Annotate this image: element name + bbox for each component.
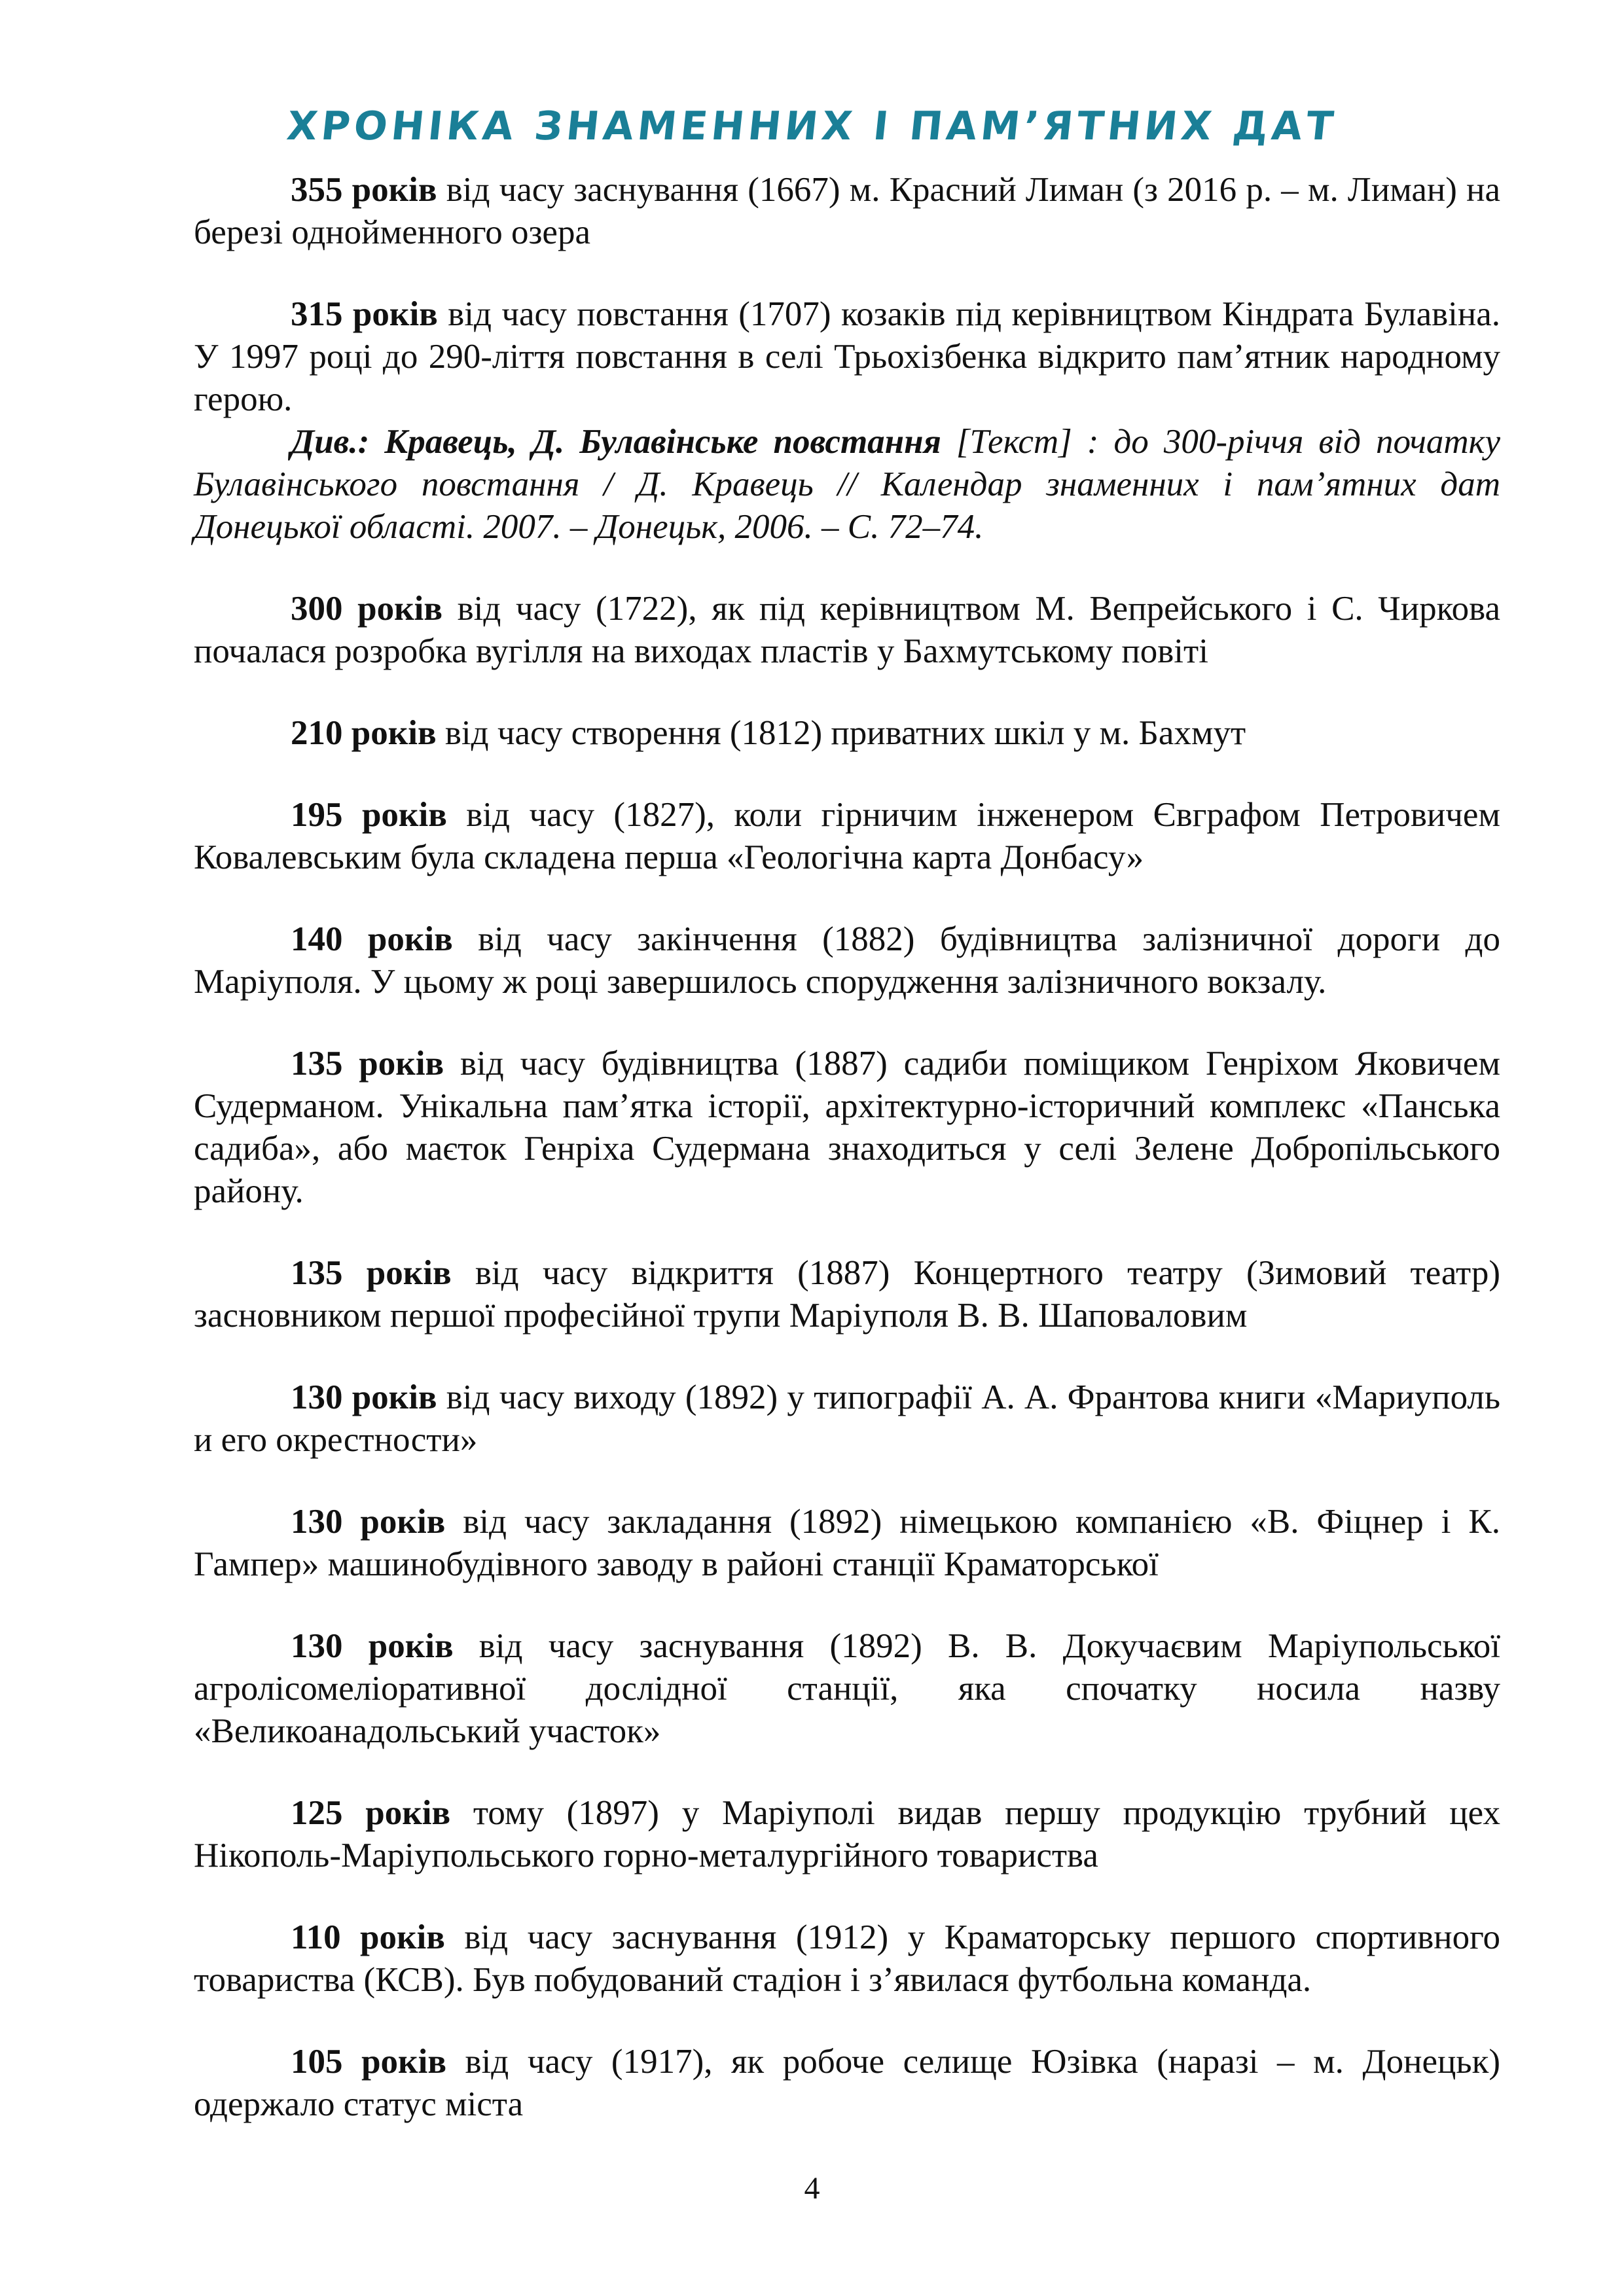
chronicle-entry	[194, 1501, 1500, 1586]
reference-title: Див.: Кравець, Д. Булавінське повстання	[291, 423, 941, 461]
entry-years: 140 років	[291, 920, 453, 958]
entry-text: від часу закладання (1892) німецькою компанією «В. Фіцнер і К. Гампер» машинобудівного заводу в районі станції Краматорської	[194, 1503, 1500, 1583]
entry-paragraph	[194, 1792, 1500, 1877]
entry-text: від часу створення (1812) приватних шкіл у м. Бахмут	[436, 714, 1246, 752]
chronicle-entry	[194, 1792, 1500, 1877]
entry-years: 125 років	[291, 1794, 451, 1832]
entry-reference	[194, 421, 1500, 548]
chronicle-entry	[194, 1916, 1500, 2001]
chronicle-entry	[194, 169, 1500, 254]
page-title: ХРОНІКА ЗНАМЕННИХ І ПАМ’ЯТНИХ ДАТ	[284, 103, 1340, 150]
chronicle-entry	[194, 794, 1500, 879]
entry-years: 130 років	[291, 1627, 454, 1665]
entry-paragraph	[194, 2041, 1500, 2126]
entry-paragraph	[194, 1043, 1500, 1213]
entry-paragraph	[194, 794, 1500, 879]
entry-text: від часу повстання (1707) козаків під керівництвом Кіндрата Булавіна. У 1997 році до 290-ліття повстання в селі Трьохізбенка відкрито пам’ятник народному герою.	[194, 295, 1500, 418]
entry-paragraph	[194, 1625, 1500, 1753]
entry-text: від часу закінчення (1882) будівництва залізничної дороги до Маріуполя. У цьому ж році завершилось спорудження залізничного вокзалу.	[194, 920, 1500, 1001]
chronicle-entry	[194, 712, 1500, 755]
entry-text: від часу відкриття (1887) Концертного театру (Зимовий театр) засновником першої професійної трупи Маріуполя В. В. Шаповаловим	[194, 1254, 1500, 1335]
chronicle-entry	[194, 1252, 1500, 1337]
entry-years: 210 років	[291, 714, 437, 752]
entry-text: від часу заснування (1892) В. В. Докучаєвим Маріупольської агролісомеліоративної дослідної станції, яка спочатку носила назву «Великоанадольський участок»	[194, 1627, 1500, 1750]
entry-years: 130 років	[291, 1378, 437, 1416]
entry-years: 110 років	[291, 1918, 445, 1956]
entry-paragraph	[194, 918, 1500, 1003]
chronicle-entry	[194, 918, 1500, 1003]
entry-text: від часу будівництва (1887) садиби поміщиком Генріхом Яковичем Судерманом. Унікальна пам’ятка історії, архітектурно-історичний комплекс «Панська садиба», або маєток Генріха Судермана знаходиться у селі Зелене Добропільського району.	[194, 1045, 1500, 1210]
entry-text: від часу заснування (1667) м. Красний Лиман (з 2016 р. – м. Лиман) на березі однойменного озера	[194, 171, 1500, 251]
entry-paragraph	[194, 1916, 1500, 2001]
entry-years: 355 років	[291, 171, 437, 209]
entry-paragraph	[194, 169, 1500, 254]
entry-text: від часу виходу (1892) у типографії А. А. Франтова книги «Мариуполь и его окрестности»	[194, 1378, 1500, 1459]
entry-years: 105 років	[291, 2043, 446, 2081]
entry-text: від часу (1827), коли гірничим інженером Євграфом Петровичем Ковалевським була складена перша «Геологічна карта Донбасу»	[194, 796, 1500, 876]
chronicle-list	[194, 169, 1500, 2165]
entry-years: 130 років	[291, 1503, 446, 1541]
entry-paragraph	[194, 712, 1500, 755]
entry-text: від часу заснування (1912) у Краматорську першого спортивного товариства (КСВ). Був побудований стадіон і з’явилася футбольна команда.	[194, 1918, 1501, 1999]
chronicle-entry	[194, 2041, 1500, 2126]
chronicle-entry	[194, 1625, 1500, 1753]
entry-years: 315 років	[291, 295, 438, 333]
entry-text: від часу (1722), як під керівництвом М. Вепрейського і С. Чиркова почалася розробка вугілля на виходах пластів у Бахмутському повіті	[194, 590, 1500, 670]
entry-paragraph	[194, 588, 1500, 673]
chronicle-entry	[194, 1376, 1500, 1462]
chronicle-entry	[194, 293, 1500, 548]
entry-text: від часу (1917), як робоче селище Юзівка (наразі – м. Донецьк) одержало статус міста	[194, 2043, 1500, 2123]
entry-years: 300 років	[291, 590, 442, 628]
entry-years: 135 років	[291, 1045, 444, 1083]
chronicle-entry	[194, 588, 1500, 673]
entry-paragraph	[194, 1252, 1500, 1337]
entry-paragraph	[194, 293, 1500, 421]
entry-years: 135 років	[291, 1254, 452, 1292]
chronicle-entry	[194, 1043, 1500, 1213]
entry-paragraph	[194, 1501, 1500, 1586]
entry-text: тому (1897) у Маріуполі видав першу продукцію трубний цех Нікополь-Маріупольського горно-металургійного товариства	[194, 1794, 1500, 1874]
entry-paragraph	[194, 1376, 1500, 1462]
reference-details: [Текст] : до 300-річчя від початку Булавінського повстання / Д. Кравець // Календар знаменних і пам’ятних дат Донецької області. 2007. – Донецьк, 2006. – С. 72–74.	[194, 423, 1500, 546]
page-number: 4	[804, 2171, 820, 2206]
entry-years: 195 років	[291, 796, 447, 834]
